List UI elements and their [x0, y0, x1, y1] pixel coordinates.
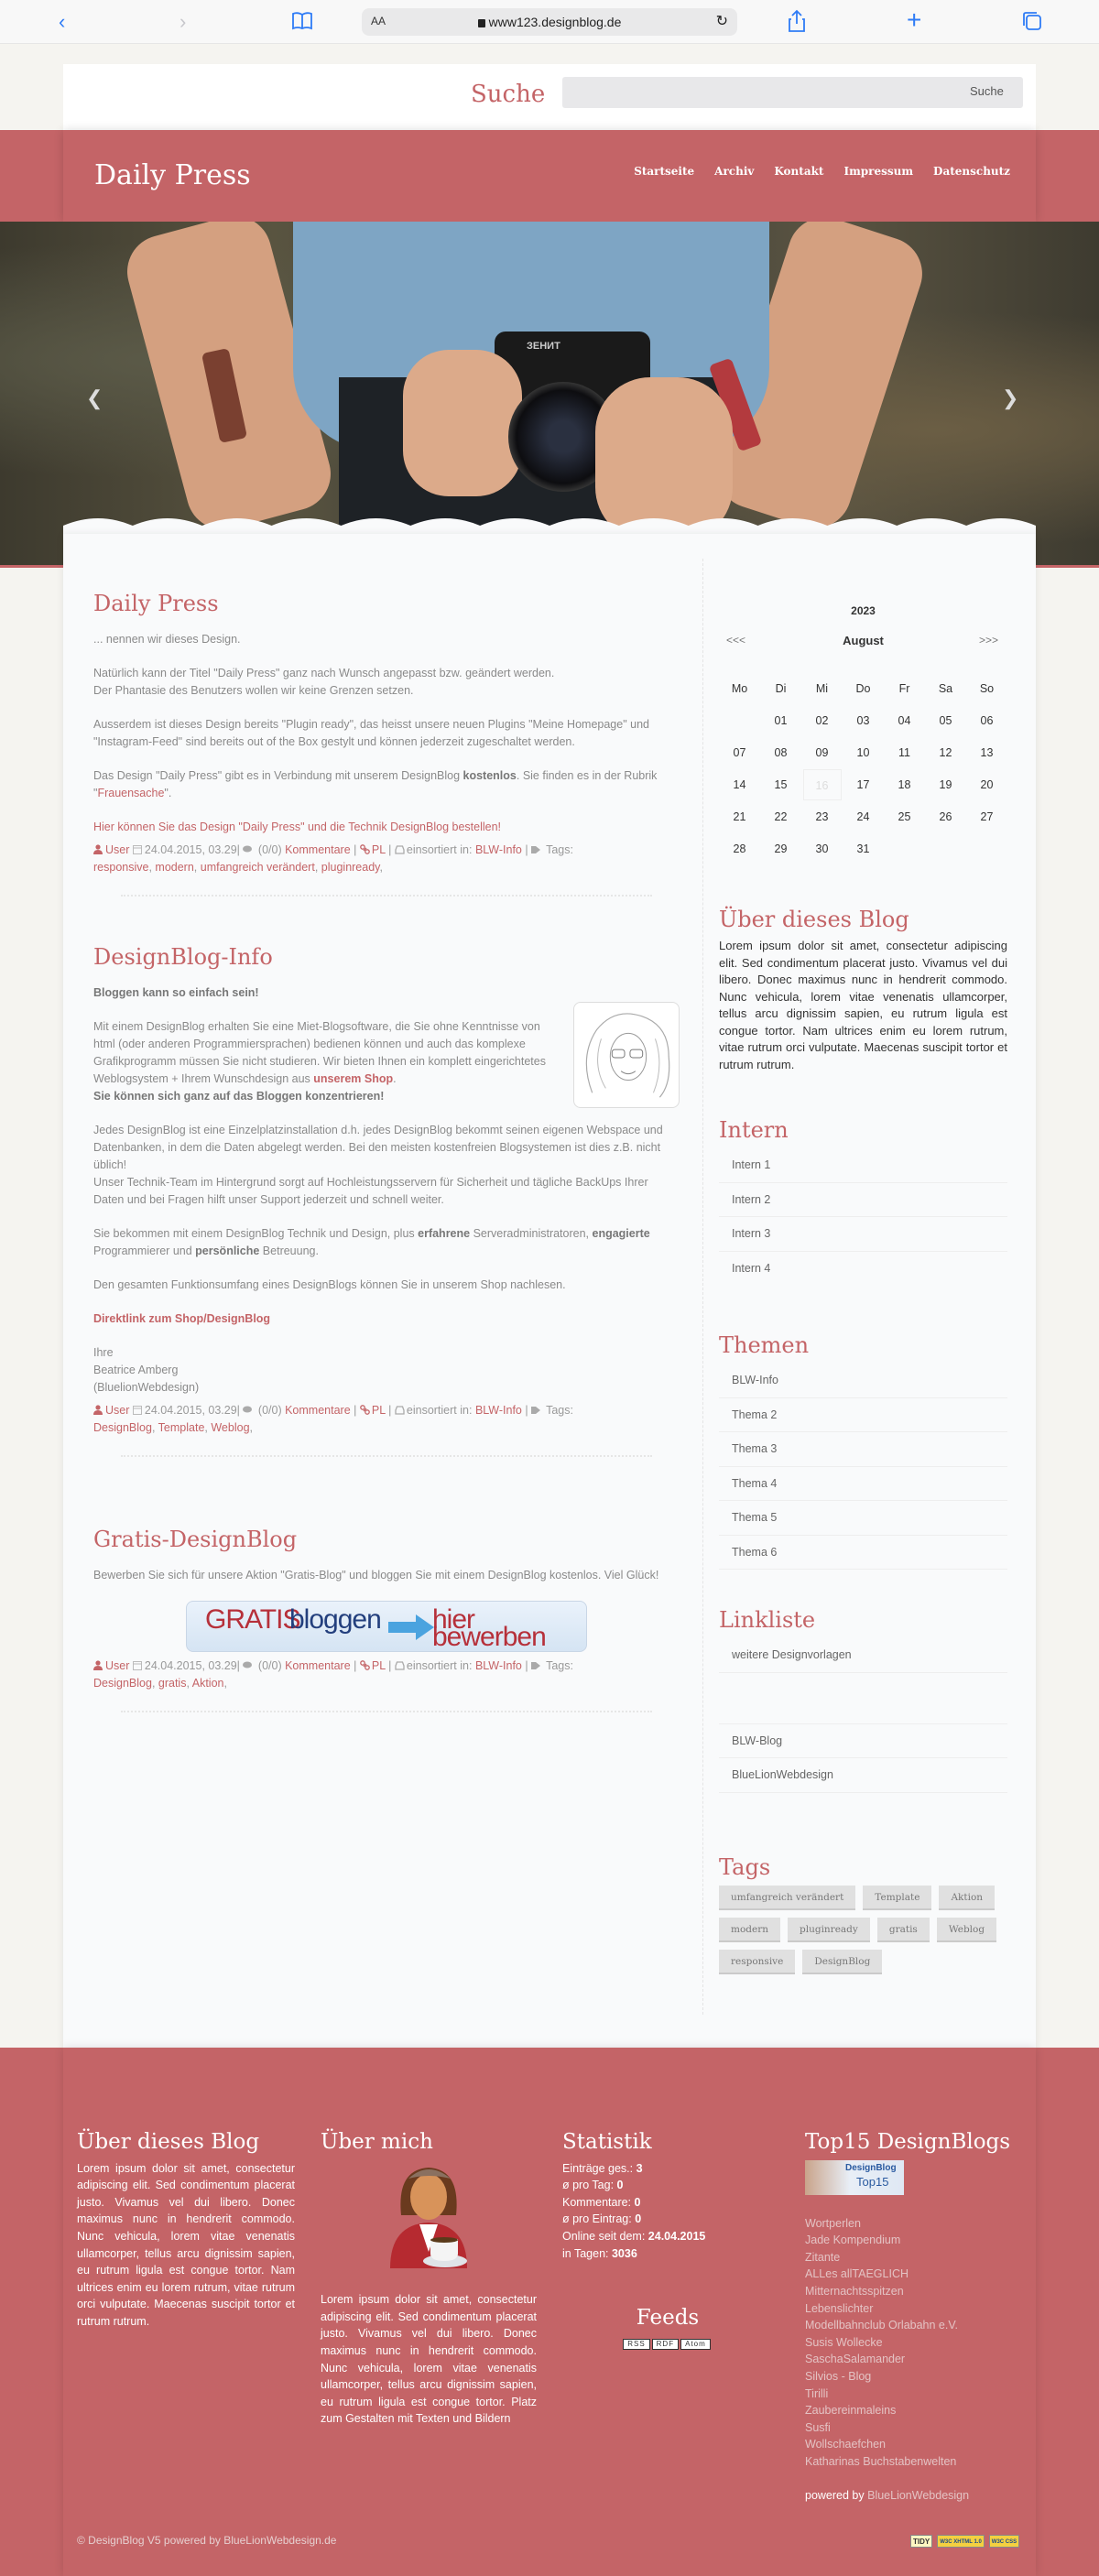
- calendar-empty-cell: [966, 832, 1007, 864]
- tag-button[interactable]: Weblog: [937, 1918, 996, 1942]
- calendar-day[interactable]: 12: [939, 745, 952, 759]
- tag-link[interactable]: DesignBlog: [93, 1421, 152, 1434]
- top15-link[interactable]: Zaubereinmaleins: [805, 2404, 897, 2418]
- article-signature: Ihre Beatrice Amberg (BluelionWebdesign): [93, 1346, 200, 1394]
- article-meta: User 24.04.2015, 03.29| (0/0) Kommentare | PL | einsortiert in: BLW-Info | Tags: DesignBlog, Template, Weblog,: [93, 1404, 573, 1434]
- stats-row: in Tagen: 3036: [562, 2246, 637, 2260]
- tidy-badge[interactable]: TIDY: [910, 2535, 932, 2548]
- weekday-header: Mo: [731, 681, 748, 695]
- tag-button[interactable]: responsive: [719, 1950, 795, 1974]
- calendar-day[interactable]: 19: [939, 777, 952, 791]
- search-button[interactable]: Suche: [970, 84, 1004, 98]
- inbox-icon: [395, 1658, 404, 1668]
- sidebar-about-text: Lorem ipsum dolor sit amet, consectetur adipiscing elit. Sed condimentum placerat justo. Vivamus vel dui libero. Donec maximus nunc in hendrerit commodo. Nunc vehicula, lorem vitae venenatis ullamcorper, tellus arcu dignissim sapien, eu rutrum ligula est congue tortor. Nam ultrices enim eu lorem rutrum, vitae rutrum orci vulputate. Maecenas suscipit tortor et rutrum rutrum.: [719, 939, 1007, 1071]
- calendar-day[interactable]: 20: [980, 777, 994, 791]
- back-icon[interactable]: ‹: [59, 10, 66, 33]
- sidebar-themen-title: Themen: [719, 1332, 810, 1358]
- top15-link[interactable]: Silvios - Blog: [805, 2369, 872, 2383]
- weekday-header: Sa: [938, 681, 953, 695]
- footer-me-text: Lorem ipsum dolor sit amet, consectetur adipiscing elit. Sed condimentum placerat justo. Vivamus vel dui libero. Donec maximus nunc in hendrerit commodo. Nunc vehicula, lorem vitae venenatis ullamcorper, tellus arcu dignissim sapien, eu rutrum ligula est congue tortor. Platz zum Gestalten mit Texten und Bildern: [321, 2293, 537, 2426]
- sidebar-item-intern-4[interactable]: Intern 4: [732, 1261, 771, 1275]
- sidebar-item-intern-3[interactable]: Intern 3: [719, 1217, 1007, 1252]
- inbox-icon: [395, 842, 404, 853]
- url-text: www123.designblog.de: [488, 15, 622, 29]
- author-link[interactable]: User: [105, 843, 130, 856]
- article-paragraph: Das Design "Daily Press" gibt es in Verbindung mit unserem DesignBlog kostenlos. Sie finden es in der Rubrik "Frauensache".: [93, 769, 658, 799]
- column-separator: [702, 559, 703, 2015]
- calendar-day[interactable]: 23: [815, 810, 829, 823]
- calendar-day[interactable]: 22: [774, 810, 788, 823]
- sidebar-item-thema[interactable]: Thema 6: [719, 1536, 1007, 1571]
- footer-powered: powered by BlueLionWebdesign: [805, 2488, 970, 2502]
- comments-icon: [243, 1403, 252, 1413]
- permalink[interactable]: PL: [371, 843, 386, 856]
- forward-icon[interactable]: ›: [180, 10, 187, 33]
- calendar-prev-month[interactable]: <<<: [726, 634, 746, 647]
- tags-icon: [531, 1658, 543, 1668]
- browser-toolbar: [0, 0, 1099, 44]
- calendar-day[interactable]: 31: [856, 842, 870, 855]
- footer-about: [77, 2130, 295, 2331]
- comments-link[interactable]: Kommentare: [285, 1659, 351, 1672]
- user-icon: [93, 1403, 103, 1413]
- top15-link[interactable]: Lebenslichter: [805, 2301, 874, 2315]
- shop-direct-link[interactable]: Direktlink zum Shop/DesignBlog: [93, 1312, 271, 1325]
- sidebar-tags-title: Tags: [719, 1854, 771, 1880]
- calendar-year: 2023: [851, 604, 876, 617]
- tag-cloud: [719, 1886, 1007, 1974]
- article-meta: User 24.04.2015, 03.29| (0/0) Kommentare | PL | einsortiert in: BLW-Info | Tags: responsive, modern, umfangreich verändert, pluginready,: [93, 843, 573, 874]
- footer-about-text: Lorem ipsum dolor sit amet, consectetur adipiscing elit. Sed condimentum placerat justo. Vivamus vel dui libero. Donec maximus nunc in hendrerit commodo. Nunc vehicula, lorem vitae venenatis ullamcorper, tellus arcu dignissim sapien, eu rutrum ligula est congue tortor. Nam ultrices enim eu lorem rutrum, vitae rutrum orci vulputate. Maecenas suscipit tortor et rutrum rutrum.: [77, 2161, 295, 2328]
- article-title[interactable]: Daily Press: [93, 591, 219, 616]
- copyright-text[interactable]: © DesignBlog V5 powered by BlueLionWebdesign.de: [77, 2534, 337, 2547]
- nav-startseite[interactable]: Startseite: [634, 165, 695, 178]
- calendar-day[interactable]: 18: [898, 777, 911, 791]
- sidebar-intern: [719, 1117, 1007, 1286]
- reload-icon[interactable]: ↻: [715, 14, 728, 29]
- validator-badges: [910, 2535, 1019, 2548]
- calendar-day[interactable]: 03: [856, 713, 870, 727]
- top15-link[interactable]: Jade Kompendium: [805, 2234, 901, 2247]
- calendar-day[interactable]: 13: [980, 745, 994, 759]
- sidebar-item-intern-1[interactable]: Intern 1: [719, 1148, 1007, 1183]
- arrow-right-icon: [388, 1614, 434, 1640]
- calendar-day[interactable]: 25: [898, 810, 911, 823]
- calendar-day[interactable]: 28: [733, 842, 746, 855]
- article-paragraph: Ausserdem ist dieses Design bereits "Plugin ready", das heisst unsere neuen Plugins "Meine Homepage" und "Instagram-Feed" sind bereits out of the Box gestylt und können jederzeit zugeschaltet werden.: [93, 718, 649, 748]
- category-link[interactable]: BLW-Info: [474, 843, 522, 856]
- tag-link[interactable]: gratis: [158, 1677, 187, 1690]
- weekday-header: Do: [855, 681, 871, 695]
- w3c-css-badge[interactable]: W3C CSS: [989, 2535, 1019, 2548]
- main-nav: [634, 165, 1010, 178]
- top15-link[interactable]: Katharinas Buchstabenwelten: [805, 2454, 957, 2468]
- share-icon[interactable]: [788, 9, 806, 39]
- w3c-xhtml-badge[interactable]: W3C XHTML 1.0: [937, 2535, 985, 2548]
- sidebar-link[interactable]: weitere Designvorlagen: [719, 1638, 1007, 1673]
- footer-about-title: Über dieses Blog: [77, 2130, 260, 2154]
- calendar-day[interactable]: 16: [801, 768, 843, 800]
- calendar-day[interactable]: 30: [815, 842, 829, 855]
- hero-slider: [0, 222, 1099, 568]
- article-separator: [121, 1455, 652, 1457]
- top15-link[interactable]: Wortperlen: [805, 2216, 861, 2230]
- calendar-day[interactable]: 07: [733, 745, 746, 759]
- sidebar-linkliste: [719, 1607, 1007, 1793]
- article-separator: [121, 895, 652, 897]
- slider-prev-icon[interactable]: ❮: [86, 386, 103, 409]
- category-link[interactable]: BLW-Info: [474, 1659, 522, 1672]
- bookmarks-icon[interactable]: [291, 11, 313, 37]
- calendar-day[interactable]: 05: [939, 713, 952, 727]
- article-paragraph: Den gesamten Funktionsumfang eines DesignBlogs können Sie in unserem Shop nachlesen.: [93, 1278, 566, 1291]
- stats-row: ø pro Eintrag: 0: [562, 2212, 642, 2226]
- comments-icon: [243, 842, 252, 853]
- sidebar-intern-title: Intern: [719, 1117, 789, 1143]
- comments-link[interactable]: Kommentare: [285, 1404, 351, 1417]
- weekday-header: Di: [775, 681, 787, 695]
- reader-aa-button[interactable]: AA: [371, 15, 386, 27]
- sidebar-about-title: Über dieses Blog: [719, 907, 909, 932]
- sidebar-item-thema[interactable]: Thema 4: [719, 1467, 1007, 1502]
- calendar-week: [719, 832, 1007, 864]
- shop-link[interactable]: unserem Shop: [313, 1072, 394, 1085]
- tag-link[interactable]: modern: [155, 861, 194, 874]
- calendar-day[interactable]: 24: [856, 810, 870, 823]
- search-label: Suche: [471, 81, 546, 108]
- calendar-week: [719, 800, 1007, 832]
- tag-link[interactable]: Weblog: [211, 1421, 250, 1434]
- article-paragraph: Natürlich kann der Titel "Daily Press" ganz nach Wunsch angepasst bzw. geändert werden. Der Phantasie des Benutzers wollen wir keine Grenzen setzen.: [93, 667, 555, 697]
- lock-icon: [478, 19, 485, 27]
- calendar-week: [719, 704, 1007, 736]
- permalink-icon: [360, 842, 369, 853]
- article-paragraph: Jedes DesignBlog ist eine Einzelplatzinstallation d.h. jedes DesignBlog bekommt seinen eigenen Webspace und Datenbanken, in dem die Daten abgelegt werden. Bei den meisten kostenfreien Blogsystemen ist dies z.B. nicht üblich! Unser Technik-Team im Hintergrund sorgt auf Hochleistungsservern für Sicherheit und tägliche BackUps Ihrer Daten und bei Fragen hilft unser Support jederzeit und schnell weiter.: [93, 1124, 663, 1206]
- calendar-day[interactable]: 08: [774, 745, 788, 759]
- nav-datenschutz[interactable]: Datenschutz: [933, 165, 1010, 178]
- calendar-empty-cell: [719, 704, 760, 736]
- top15-link[interactable]: Zitante: [805, 2250, 841, 2264]
- hero-camera-label: ЗЕНИТ: [527, 341, 560, 352]
- top15-link[interactable]: Wollschaefchen: [805, 2438, 887, 2451]
- tag-link[interactable]: pluginready: [321, 861, 380, 874]
- tag-link[interactable]: responsive: [93, 861, 149, 874]
- calendar-month: August: [843, 634, 884, 647]
- calendar-day[interactable]: 14: [733, 777, 746, 791]
- article-gratis-designblog: [93, 1527, 680, 1712]
- calendar-day[interactable]: 15: [774, 777, 788, 791]
- sidebar-item-thema[interactable]: BLW-Info: [719, 1364, 1007, 1398]
- sidebar-item-thema[interactable]: Thema 5: [719, 1501, 1007, 1536]
- nav-impressum[interactable]: Impressum: [843, 165, 914, 178]
- avatar: [321, 2160, 537, 2276]
- article-title[interactable]: DesignBlog-Info: [93, 944, 273, 970]
- calendar-icon: [133, 1403, 142, 1413]
- footer-feeds-title: Feeds: [636, 2306, 700, 2331]
- new-tab-icon[interactable]: +: [907, 5, 922, 34]
- calendar-grid: [719, 672, 1007, 864]
- feeds-buttons: [562, 2334, 773, 2352]
- article-intro: Bloggen kann so einfach sein!: [93, 986, 259, 999]
- author-link[interactable]: User: [105, 1404, 130, 1417]
- article-daily-press: [93, 591, 680, 897]
- article-separator: [121, 1711, 652, 1712]
- author-link[interactable]: User: [105, 1659, 130, 1672]
- stats-row: ø pro Tag: 0: [562, 2179, 624, 2192]
- tag-button[interactable]: DesignBlog: [802, 1950, 882, 1974]
- tag-button[interactable]: umfangreich verändert: [719, 1886, 855, 1910]
- address-bar[interactable]: [362, 8, 737, 36]
- stats-row: Einträge ges.: 3: [562, 2161, 643, 2175]
- order-link[interactable]: Hier können Sie das Design "Daily Press" und die Technik DesignBlog bestellen!: [93, 821, 502, 833]
- nav-archiv[interactable]: Archiv: [714, 165, 755, 178]
- calendar-day[interactable]: 17: [856, 777, 870, 791]
- calendar-week: [719, 768, 1007, 800]
- calendar-widget: [719, 604, 1007, 864]
- stats-row: Kommentare: 0: [562, 2195, 641, 2209]
- search-area: [63, 64, 1036, 130]
- sidebar-link[interactable]: BlueLionWebdesign: [719, 1758, 1007, 1793]
- woman-coffee-avatar-icon: [383, 2160, 474, 2270]
- footer-top15: [805, 2130, 1025, 2504]
- atom-feed-button[interactable]: Atom: [680, 2339, 711, 2350]
- gratis-banner-link[interactable]: GRATIS bloggen hier bewerben: [186, 1601, 587, 1652]
- calendar-day[interactable]: 21: [733, 810, 746, 823]
- weekday-header: So: [979, 681, 995, 695]
- tag-button[interactable]: Aktion: [939, 1886, 995, 1910]
- calendar-day[interactable]: 02: [815, 713, 829, 727]
- sidebar-themen: [719, 1332, 1007, 1570]
- tag-button[interactable]: gratis: [877, 1918, 930, 1942]
- rdf-feed-button[interactable]: RDF: [652, 2339, 679, 2350]
- weekday-header: Mi: [815, 681, 829, 695]
- article-paragraph: ... nennen wir dieses Design.: [93, 633, 241, 646]
- calendar-day[interactable]: 10: [856, 745, 870, 759]
- footer-me: [321, 2130, 537, 2428]
- calendar-day[interactable]: 06: [980, 713, 994, 727]
- sidebar-about: [719, 907, 1007, 1073]
- weekday-header: Fr: [898, 681, 910, 695]
- rss-feed-button[interactable]: RSS: [623, 2339, 649, 2350]
- calendar-week: [719, 736, 1007, 768]
- calendar-day[interactable]: 27: [980, 810, 994, 823]
- calendar-day[interactable]: 01: [774, 713, 788, 727]
- calendar-empty-cell: [884, 832, 925, 864]
- footer-stats-title: Statistik: [562, 2130, 652, 2154]
- stats-row: Online seit dem: 24.04.2015: [562, 2229, 706, 2243]
- top15-link[interactable]: Susis Wollecke: [805, 2335, 883, 2349]
- calendar-day[interactable]: 04: [898, 713, 911, 727]
- permalink[interactable]: PL: [371, 1404, 386, 1417]
- tag-button[interactable]: Template: [863, 1886, 931, 1910]
- tag-button[interactable]: modern: [719, 1918, 780, 1942]
- sidebar-linkliste-title: Linkliste: [719, 1607, 816, 1633]
- calendar-day[interactable]: 29: [774, 842, 788, 855]
- sidebar-tags: [719, 1854, 1007, 1974]
- tabs-icon[interactable]: [1022, 11, 1042, 38]
- top15-link[interactable]: SaschaSalamander: [805, 2353, 906, 2366]
- sidebar-link-empty[interactable]: [719, 1673, 1007, 1724]
- sidebar-item-intern-2[interactable]: Intern 2: [719, 1183, 1007, 1218]
- sidebar-link[interactable]: BLW-Blog: [719, 1724, 1007, 1759]
- tags-icon: [531, 842, 543, 853]
- top15-link[interactable]: Tirilli: [805, 2386, 829, 2400]
- permalink-icon: [360, 1658, 369, 1668]
- wave-border: [63, 516, 1036, 535]
- search-input[interactable]: [562, 77, 1023, 108]
- calendar-icon: [133, 1658, 142, 1668]
- stats-list: [562, 2160, 773, 2263]
- site-title[interactable]: Daily Press: [94, 159, 251, 191]
- tags-icon: [531, 1403, 543, 1413]
- top15-logo[interactable]: DesignBlog Top15: [805, 2160, 904, 2195]
- portrait-sketch-image: [573, 1002, 680, 1108]
- hero-photo-hand: [403, 350, 522, 496]
- slider-next-icon[interactable]: ❯: [1002, 386, 1019, 409]
- comments-icon: [243, 1658, 252, 1668]
- footer-me-title: Über mich: [321, 2130, 433, 2154]
- top15-link[interactable]: Susfi: [805, 2420, 831, 2434]
- tag-link[interactable]: Aktion: [191, 1677, 224, 1690]
- calendar-day[interactable]: 11: [898, 745, 910, 759]
- inbox-icon: [395, 1403, 404, 1413]
- sidebar-item-thema[interactable]: Thema 2: [719, 1398, 1007, 1433]
- top15-link[interactable]: Mitternachtsspitzen: [805, 2284, 904, 2298]
- top15-link[interactable]: ALLes allTAEGLICH: [805, 2267, 909, 2281]
- article-paragraph: Sie bekommen mit einem DesignBlog Technik und Design, plus erfahrene Serveradministratoren, engagierte Programmierer und persönliche Betreuung.: [93, 1227, 650, 1257]
- permalink[interactable]: PL: [371, 1659, 386, 1672]
- frauensache-link[interactable]: Frauensache: [97, 787, 165, 799]
- article-paragraph: Mit einem DesignBlog erhalten Sie eine Miet-Blogsoftware, die Sie ohne Kenntnisse von html (oder anderen Programmiersprachen) bedienen können und auch das komplexe Grafikprogramm müssen Sie nicht studieren. Wir bieten Ihnen ein komplett eingerichtetes Weblogsystem + Ihrem Wunschdesign aus unserem Shop. Sie können sich ganz auf das Bloggen konzentrieren!: [93, 1020, 546, 1103]
- user-icon: [93, 1658, 103, 1668]
- footer-top15-title: Top15 DesignBlogs: [805, 2130, 1011, 2154]
- comments-link[interactable]: Kommentare: [285, 843, 351, 856]
- tag-link[interactable]: umfangreich verändert: [200, 861, 315, 874]
- tag-link[interactable]: DesignBlog: [93, 1677, 152, 1690]
- powered-by-link[interactable]: BlueLionWebdesign: [867, 2488, 970, 2502]
- article-meta: User 24.04.2015, 03.29| (0/0) Kommentare | PL | einsortiert in: BLW-Info | Tags: DesignBlog, gratis, Aktion,: [93, 1659, 573, 1690]
- article-title[interactable]: Gratis-DesignBlog: [93, 1527, 298, 1552]
- article-designblog-info: [93, 944, 680, 1457]
- category-link[interactable]: BLW-Info: [474, 1404, 522, 1417]
- footer-stats: [562, 2130, 773, 2351]
- tag-link[interactable]: Template: [158, 1421, 205, 1434]
- site-header: [63, 130, 1036, 222]
- calendar-next-month[interactable]: >>>: [978, 634, 998, 647]
- calendar-empty-cell: [925, 832, 966, 864]
- top15-link[interactable]: Modellbahnclub Orlabahn e.V.: [805, 2319, 959, 2332]
- top15-list: [805, 2215, 1025, 2471]
- calendar-icon: [133, 842, 142, 853]
- sidebar-item-thema[interactable]: Thema 3: [719, 1432, 1007, 1467]
- user-icon: [93, 842, 103, 853]
- article-paragraph: Bewerben Sie sich für unsere Aktion "Gratis-Blog" und bloggen Sie mit einem DesignBlog kostenlos. Viel Glück!: [93, 1569, 659, 1581]
- calendar-day[interactable]: 09: [815, 745, 829, 759]
- permalink-icon: [360, 1403, 369, 1413]
- tag-button[interactable]: pluginready: [788, 1918, 870, 1942]
- calendar-day[interactable]: 26: [939, 810, 952, 823]
- nav-kontakt[interactable]: Kontakt: [774, 165, 824, 178]
